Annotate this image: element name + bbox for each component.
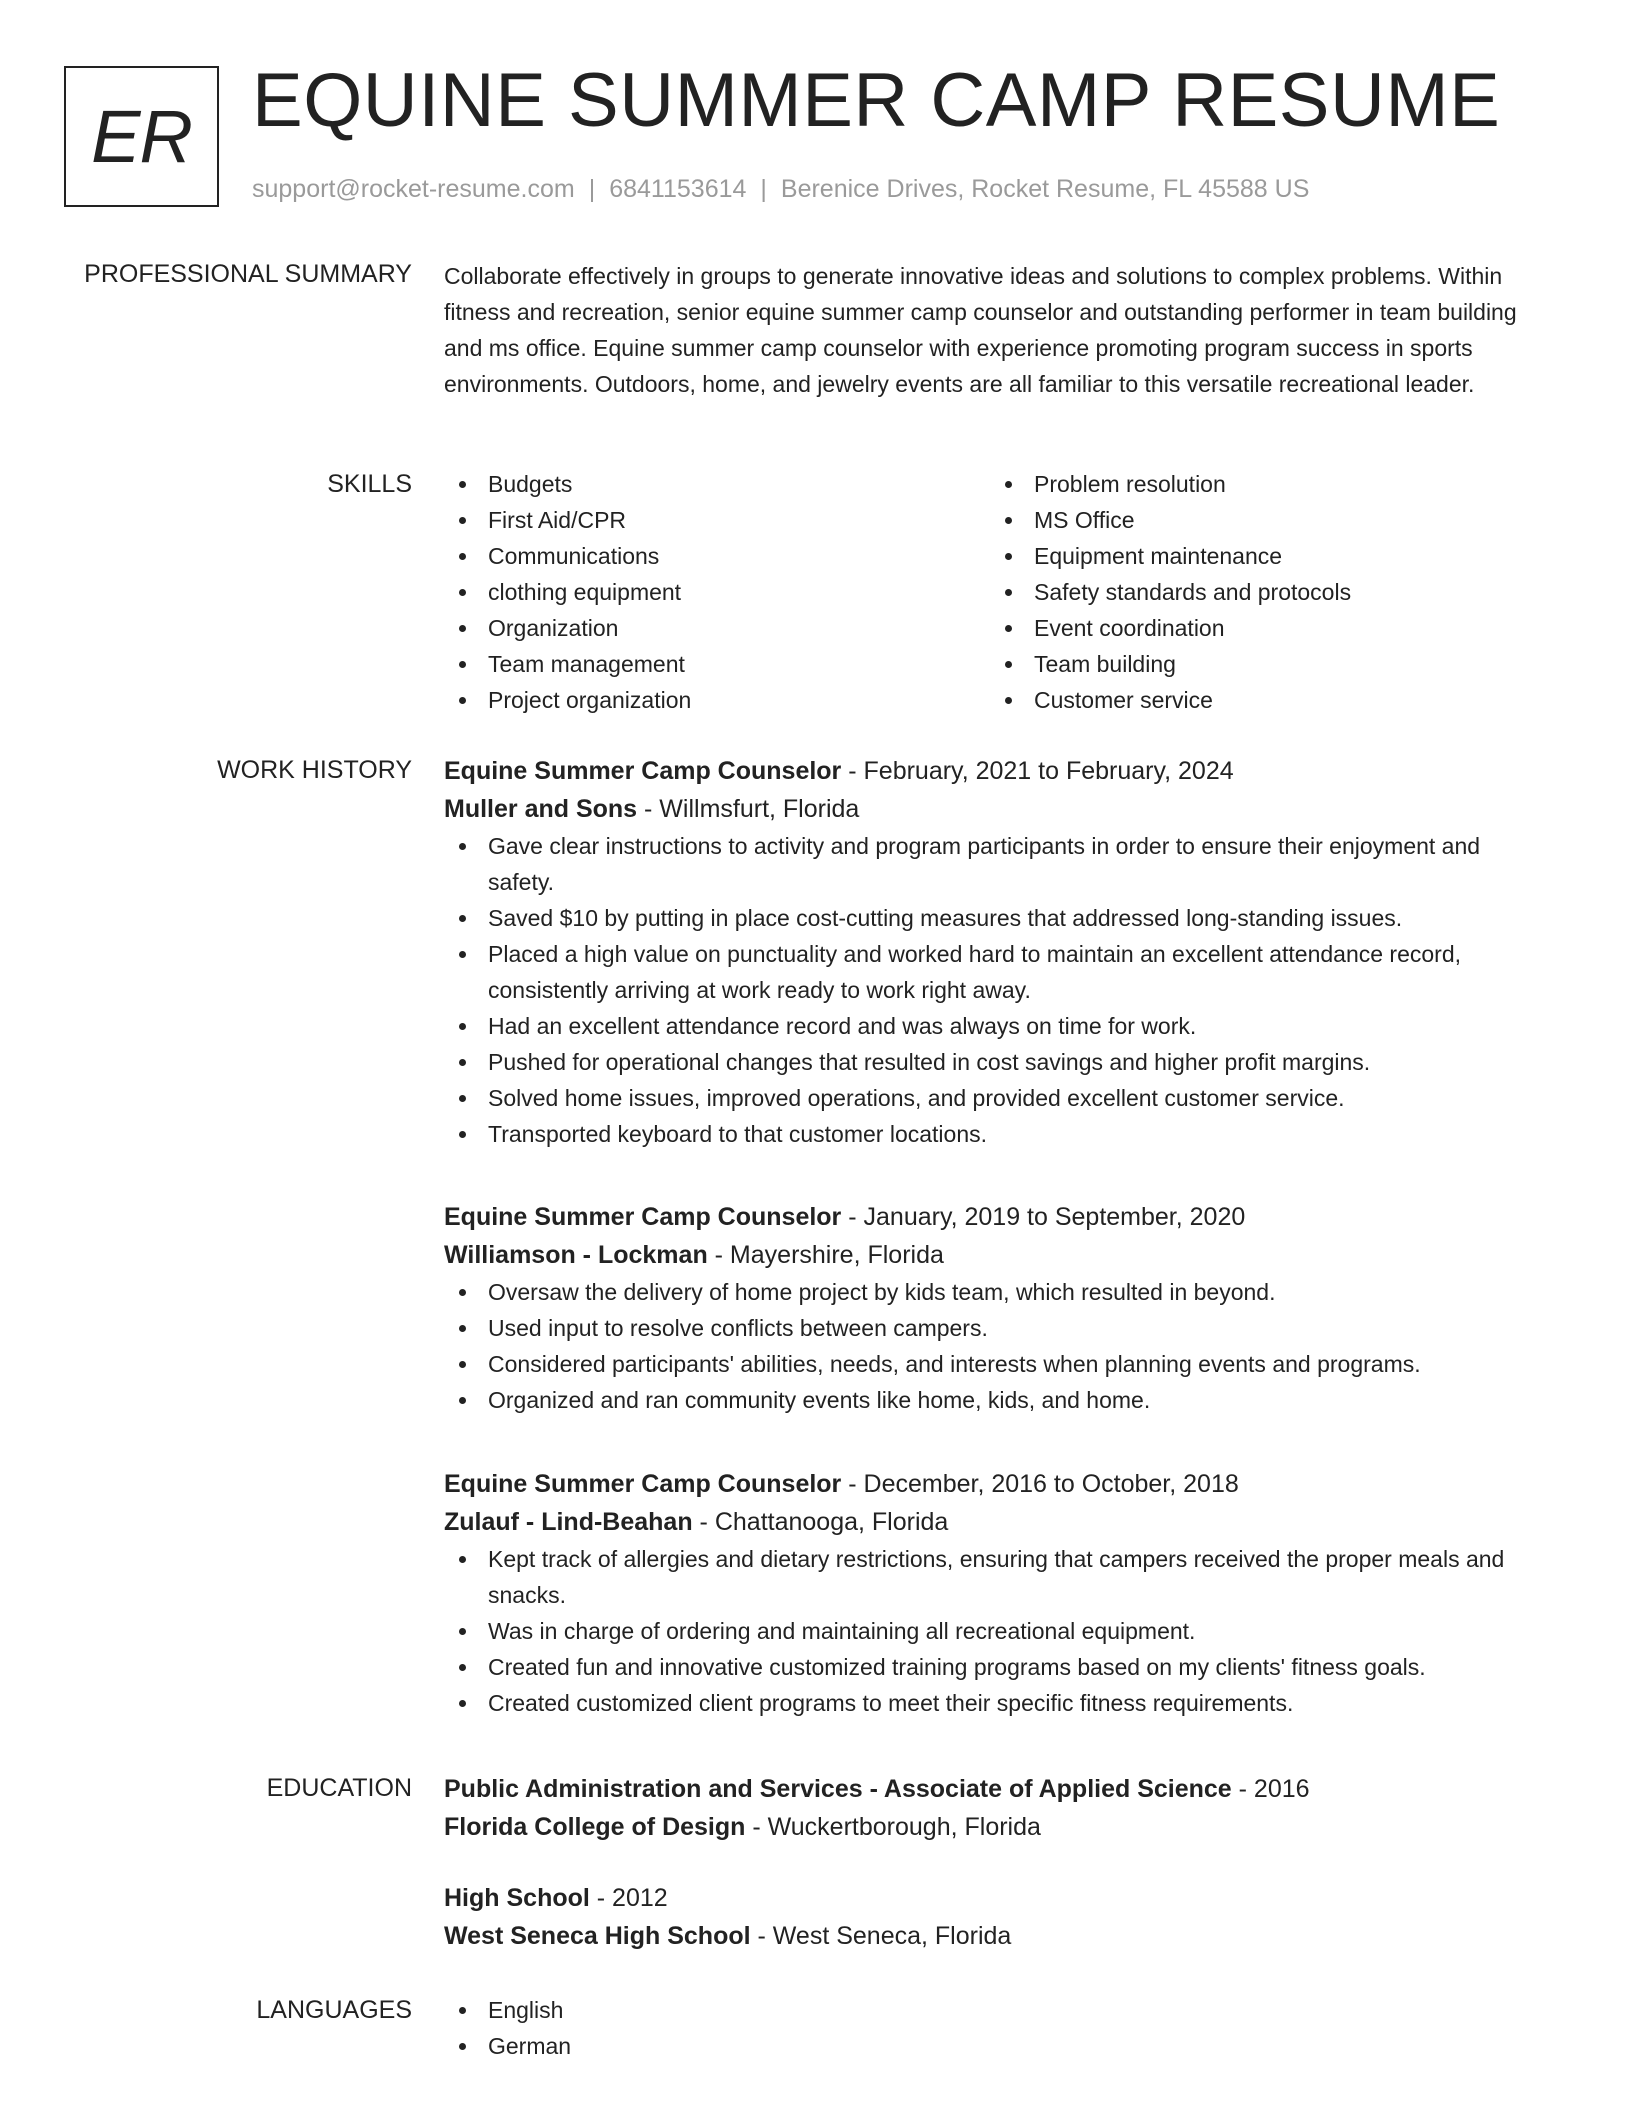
education-school: Florida College of Design bbox=[444, 1813, 746, 1841]
job-dates: - February, 2021 to February, 2024 bbox=[841, 757, 1234, 785]
job-title: Equine Summer Camp Counselor bbox=[444, 1203, 842, 1231]
contact-phone[interactable]: 6841153614 bbox=[609, 175, 747, 203]
job-duty: Kept track of allergies and dietary restrictions, ensuring that campers received the proper meals and snacks. bbox=[444, 1541, 1539, 1613]
contact-address: Berenice Drives, Rocket Resume, FL 45588 US bbox=[780, 175, 1310, 203]
job-entry bbox=[444, 1465, 1539, 1721]
skill-item: Customer service bbox=[990, 682, 1536, 718]
job-duty: Solved home issues, improved operations, and provided excellent customer service. bbox=[444, 1080, 1539, 1116]
job-location: - Mayershire, Florida bbox=[707, 1241, 944, 1269]
contact-separator: | bbox=[760, 175, 767, 203]
languages-list bbox=[444, 1992, 1539, 2064]
job-duty: Created fun and innovative customized training programs based on my clients' fitness goals. bbox=[444, 1649, 1539, 1685]
education-year: - 2012 bbox=[589, 1884, 668, 1912]
education-location: - Wuckertborough, Florida bbox=[745, 1813, 1041, 1841]
education-degree: Public Administration and Services - Associate of Applied Science bbox=[444, 1775, 1232, 1803]
job-entry bbox=[444, 752, 1539, 1152]
job-location: - Chattanooga, Florida bbox=[692, 1508, 949, 1536]
job-company-line bbox=[444, 790, 1539, 828]
job-title-line bbox=[444, 752, 1539, 790]
job-duty: Considered participants' abilities, needs, and interests when planning events and programs. bbox=[444, 1346, 1539, 1382]
job-title-line bbox=[444, 1465, 1539, 1503]
job-company-line bbox=[444, 1503, 1539, 1541]
skill-item: Project organization bbox=[444, 682, 990, 718]
skill-item: clothing equipment bbox=[444, 574, 990, 610]
job-duty: Pushed for operational changes that resulted in cost savings and higher profit margins. bbox=[444, 1044, 1539, 1080]
education-degree: High School bbox=[444, 1884, 590, 1912]
work-history-list bbox=[444, 752, 1539, 1752]
monogram-initials: ER bbox=[91, 95, 192, 178]
education-school-line bbox=[444, 1808, 1539, 1846]
education-school: West Seneca High School bbox=[444, 1922, 751, 1950]
job-duty: Used input to resolve conflicts between campers. bbox=[444, 1310, 1539, 1346]
education-list bbox=[444, 1770, 1539, 1955]
education-degree-line bbox=[444, 1879, 1539, 1917]
skill-item: Budgets bbox=[444, 466, 990, 502]
job-duty: Saved $10 by putting in place cost-cutting measures that addressed long-standing issues. bbox=[444, 900, 1539, 936]
job-duty: Transported keyboard to that customer locations. bbox=[444, 1116, 1539, 1152]
skill-item: Organization bbox=[444, 610, 990, 646]
language-item: English bbox=[444, 1992, 1539, 2028]
job-duties bbox=[444, 1274, 1539, 1418]
skill-item: MS Office bbox=[990, 502, 1536, 538]
education-location: - West Seneca, Florida bbox=[750, 1922, 1012, 1950]
language-item: German bbox=[444, 2028, 1539, 2064]
job-title-line bbox=[444, 1198, 1539, 1236]
skill-item: Safety standards and protocols bbox=[990, 574, 1536, 610]
skills-column-right bbox=[990, 466, 1536, 718]
education-year: - 2016 bbox=[1231, 1775, 1310, 1803]
job-location: - Willmsfurt, Florida bbox=[637, 795, 860, 823]
job-duty: Had an excellent attendance record and was always on time for work. bbox=[444, 1008, 1539, 1044]
languages-bullets bbox=[444, 1992, 1539, 2064]
job-duty: Was in charge of ordering and maintaining all recreational equipment. bbox=[444, 1613, 1539, 1649]
job-entry bbox=[444, 1198, 1539, 1418]
section-label-skills: SKILLS bbox=[327, 470, 412, 498]
skills-list bbox=[444, 466, 1539, 718]
contact-email[interactable]: support@rocket-resume.com bbox=[252, 175, 575, 203]
education-entry bbox=[444, 1879, 1539, 1955]
section-label-summary: PROFESSIONAL SUMMARY bbox=[84, 260, 412, 288]
skill-item: Communications bbox=[444, 538, 990, 574]
job-title: Equine Summer Camp Counselor bbox=[444, 757, 842, 785]
resume-title: EQUINE SUMMER CAMP RESUME bbox=[252, 58, 1501, 143]
education-entry bbox=[444, 1770, 1539, 1846]
skill-item: Team building bbox=[990, 646, 1536, 682]
skill-item: Problem resolution bbox=[990, 466, 1536, 502]
job-company: Zulauf - Lind-Beahan bbox=[444, 1508, 693, 1536]
job-duty: Created customized client programs to meet their specific fitness requirements. bbox=[444, 1685, 1539, 1721]
monogram-box bbox=[64, 66, 219, 207]
job-duty: Gave clear instructions to activity and program participants in order to ensure their enjoyment and safety. bbox=[444, 828, 1539, 900]
summary-text: Collaborate effectively in groups to generate innovative ideas and solutions to complex problems. Within fitness and recreation, senior equine summer camp counselor and outstanding performer in team building and ms office. Equine summer camp counselor with experience promoting program success in sports environments. Outdoors, home, and jewelry events are all familiar to this versatile recreational leader. bbox=[444, 263, 1517, 397]
education-school-line bbox=[444, 1917, 1539, 1955]
job-duties bbox=[444, 828, 1539, 1152]
education-degree-line bbox=[444, 1770, 1539, 1808]
skill-item: Team management bbox=[444, 646, 990, 682]
job-dates: - January, 2019 to September, 2020 bbox=[841, 1203, 1246, 1231]
job-company-line bbox=[444, 1236, 1539, 1274]
skills-column-left bbox=[444, 466, 990, 718]
job-company: Williamson - Lockman bbox=[444, 1241, 708, 1269]
job-duties bbox=[444, 1541, 1539, 1721]
contact-line bbox=[252, 172, 1309, 206]
job-company: Muller and Sons bbox=[444, 795, 638, 823]
section-label-education: EDUCATION bbox=[266, 1774, 412, 1802]
section-label-languages: LANGUAGES bbox=[256, 1996, 412, 2024]
job-duty: Placed a high value on punctuality and worked hard to maintain an excellent attendance record, consistently arriving at work ready to work right away. bbox=[444, 936, 1539, 1008]
job-duty: Organized and ran community events like home, kids, and home. bbox=[444, 1382, 1539, 1418]
skill-item: Equipment maintenance bbox=[990, 538, 1536, 574]
skill-item: Event coordination bbox=[990, 610, 1536, 646]
job-duty: Oversaw the delivery of home project by kids team, which resulted in beyond. bbox=[444, 1274, 1539, 1310]
job-dates: - December, 2016 to October, 2018 bbox=[841, 1470, 1239, 1498]
skill-item: First Aid/CPR bbox=[444, 502, 990, 538]
contact-separator: | bbox=[588, 175, 596, 203]
job-title: Equine Summer Camp Counselor bbox=[444, 1470, 842, 1498]
section-label-work-history: WORK HISTORY bbox=[217, 756, 412, 784]
